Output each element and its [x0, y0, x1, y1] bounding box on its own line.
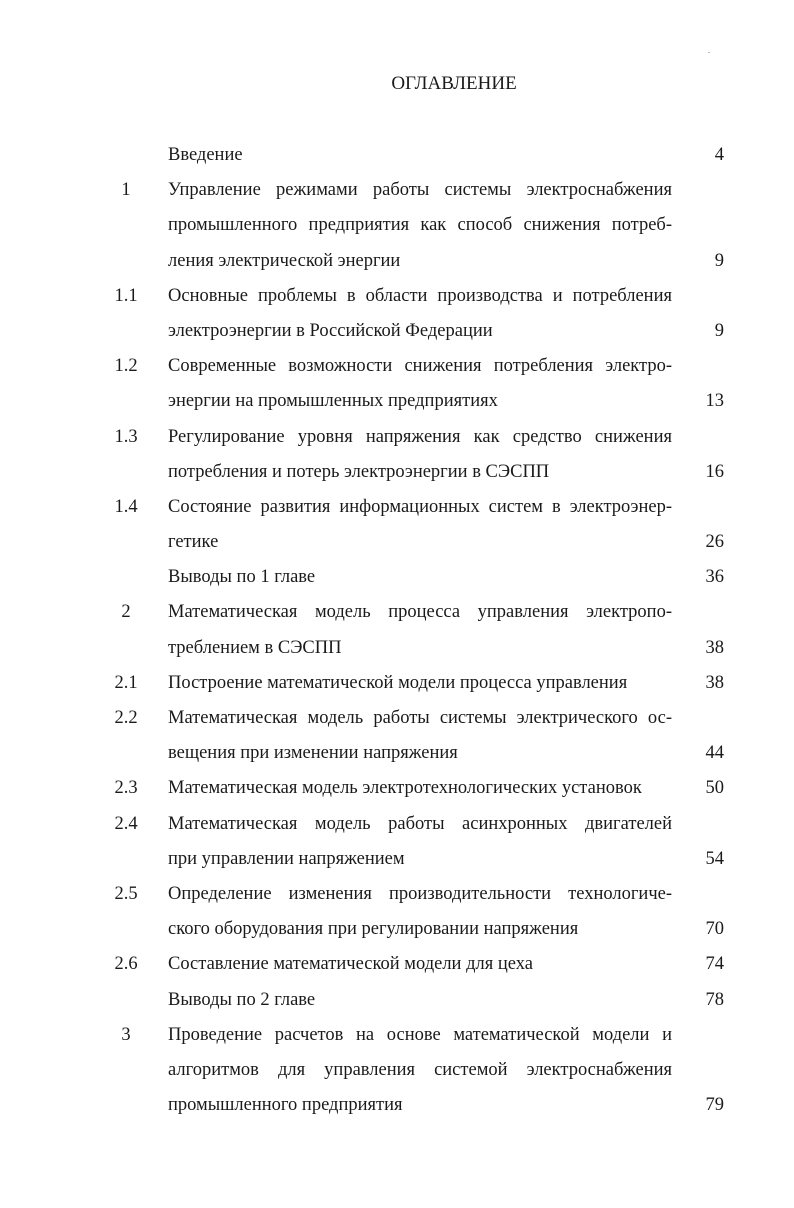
- toc-entry[interactable]: [0, 279, 794, 349]
- toc-entry-line: [0, 771, 794, 806]
- toc-entry-line: [0, 736, 794, 771]
- toc-entry-title: энергии на промышленных предприятиях: [168, 391, 498, 412]
- toc-entry-page: 9: [714, 250, 724, 271]
- toc-entry-page: 36: [705, 567, 724, 588]
- toc-entry-title: Современные возможности снижения потребления электро-: [168, 356, 672, 377]
- toc-entry-page: 78: [705, 989, 724, 1010]
- toc-entry-number: 1.4: [114, 496, 138, 517]
- toc-entry-title: Состояние развития информационных систем в электроэнер-: [168, 496, 672, 517]
- toc-entry-title: ления электрической энергии: [168, 250, 401, 271]
- toc-entry-number: 1: [121, 180, 131, 201]
- toc-entry-line: [0, 349, 794, 384]
- toc-entry[interactable]: [0, 807, 794, 877]
- toc-entry-title: Математическая модель электротехнологических установок: [168, 778, 642, 799]
- toc-entry-title: гетике: [168, 532, 219, 553]
- toc-entry-title: Составление математической модели для цеха: [168, 954, 533, 975]
- toc-entry-line: [0, 666, 794, 701]
- toc-entry-line: [0, 983, 794, 1018]
- toc-entry-title: при управлении напряжением: [168, 848, 405, 869]
- toc-entry-title: Проведение расчетов на основе математической модели и: [168, 1024, 672, 1045]
- toc-entry-page: 9: [714, 320, 724, 341]
- toc-entry-number: 2.4: [114, 813, 138, 834]
- toc-entry-line: [0, 631, 794, 666]
- toc-entry-line: [0, 384, 794, 419]
- toc-entry-line: [0, 279, 794, 314]
- toc-entry[interactable]: [0, 595, 794, 665]
- toc-entry-title: промышленного предприятия: [168, 1095, 403, 1116]
- toc-entry-page: 26: [705, 532, 724, 553]
- toc-entry-title: Определение изменения производительности технологиче-: [168, 883, 672, 904]
- toc-entry-page: 79: [705, 1095, 724, 1116]
- toc-entry-line: [0, 173, 794, 208]
- toc-entry-title: Основные проблемы в области производства и потребления: [168, 285, 672, 306]
- toc-entry-page: 4: [714, 145, 724, 165]
- toc-entry-line: [0, 1088, 794, 1123]
- toc-entry[interactable]: [0, 420, 794, 490]
- toc-entry-line: [0, 947, 794, 982]
- toc-entry-line: [0, 912, 794, 947]
- toc-entry-line: [0, 420, 794, 455]
- toc-entry-title: электроэнергии в Российской Федерации: [168, 320, 493, 341]
- toc-entry-title: потребления и потерь электроэнергии в СЭСПП: [168, 461, 550, 482]
- toc-heading: ОГЛАВЛЕНИЕ: [391, 73, 517, 94]
- toc-entry-page: 38: [705, 672, 724, 693]
- toc-entry-line: [0, 490, 794, 525]
- toc-entry-title: Регулирование уровня напряжения как средство снижения: [168, 426, 672, 447]
- toc-entry-number: 1.2: [114, 356, 138, 377]
- toc-entry-line: [0, 807, 794, 842]
- toc-entry-page: 50: [705, 778, 724, 799]
- toc-entry-page: 70: [705, 919, 724, 940]
- toc-entry-title: Математическая модель работы асинхронных двигателей: [168, 813, 672, 834]
- toc-entry-number: 2: [121, 602, 131, 623]
- toc-entry-title: Введение: [168, 145, 243, 165]
- toc-entry-number: 2.3: [114, 778, 138, 799]
- toc-heading-wrap: [0, 73, 794, 95]
- toc-entry[interactable]: [0, 666, 794, 701]
- toc-entry-page: 54: [705, 848, 724, 869]
- toc-entry-title: Математическая модель процесса управления электропо-: [168, 602, 672, 623]
- toc-entry-title: Математическая модель работы системы электрического ос-: [168, 708, 672, 728]
- toc-entry-line: [0, 1018, 794, 1053]
- toc-entry-line: [0, 244, 794, 279]
- toc-entry-number: 2.2: [114, 708, 138, 728]
- toc-entry-title: Выводы по 2 главе: [168, 989, 316, 1010]
- toc-entry[interactable]: [0, 947, 794, 982]
- toc-entry-line: [0, 560, 794, 595]
- toc-entry-line: [0, 877, 794, 912]
- toc-entry-title: Управление режимами работы системы электроснабжения: [168, 180, 672, 201]
- toc-entry-line: [0, 208, 794, 243]
- toc-entry-page: 44: [705, 743, 724, 764]
- toc-entry-line: [0, 842, 794, 877]
- toc-entry[interactable]: [0, 1018, 794, 1124]
- toc-entry-line: [0, 701, 794, 736]
- toc-entry[interactable]: [0, 138, 794, 173]
- toc-entry-number: 1.3: [114, 426, 138, 447]
- scan-speck: [708, 52, 710, 53]
- toc-entry-title: треблением в СЭСПП: [168, 637, 342, 658]
- toc-entry[interactable]: [0, 983, 794, 1018]
- toc-entry-page: 13: [705, 391, 724, 412]
- toc-entry-line: [0, 314, 794, 349]
- toc-entry-page: 16: [705, 461, 724, 482]
- toc-entry[interactable]: [0, 877, 794, 947]
- toc-entry-page: 74: [705, 954, 724, 975]
- toc-entry-title: Построение математической модели процесса управления: [168, 672, 628, 693]
- toc-entry-line: [0, 455, 794, 490]
- toc-entry[interactable]: [0, 771, 794, 806]
- toc-entry[interactable]: [0, 173, 794, 279]
- toc-entry-line: [0, 595, 794, 630]
- toc-entry-line: [0, 138, 794, 173]
- toc-entry[interactable]: [0, 560, 794, 595]
- toc-entry-number: 3: [121, 1024, 131, 1045]
- toc-entry-title: Выводы по 1 главе: [168, 567, 316, 588]
- toc-entry-title: ского оборудования при регулировании напряжения: [168, 919, 579, 940]
- table-of-contents: [0, 138, 794, 1123]
- toc-entry-title: вещения при изменении напряжения: [168, 743, 458, 764]
- toc-entry-page: 38: [705, 637, 724, 658]
- toc-entry[interactable]: [0, 349, 794, 419]
- toc-entry-line: [0, 525, 794, 560]
- toc-entry-title: алгоритмов для управления системой электроснабжения: [168, 1059, 672, 1080]
- toc-entry-line: [0, 1053, 794, 1088]
- toc-entry-number: 2.5: [114, 883, 138, 904]
- toc-entry-number: 2.6: [114, 954, 138, 975]
- toc-entry-title: промышленного предприятия как способ снижения потреб-: [168, 215, 672, 236]
- toc-entry[interactable]: [0, 490, 794, 560]
- toc-entry[interactable]: [0, 701, 794, 771]
- toc-entry-number: 1.1: [114, 285, 138, 306]
- toc-entry-number: 2.1: [114, 672, 138, 693]
